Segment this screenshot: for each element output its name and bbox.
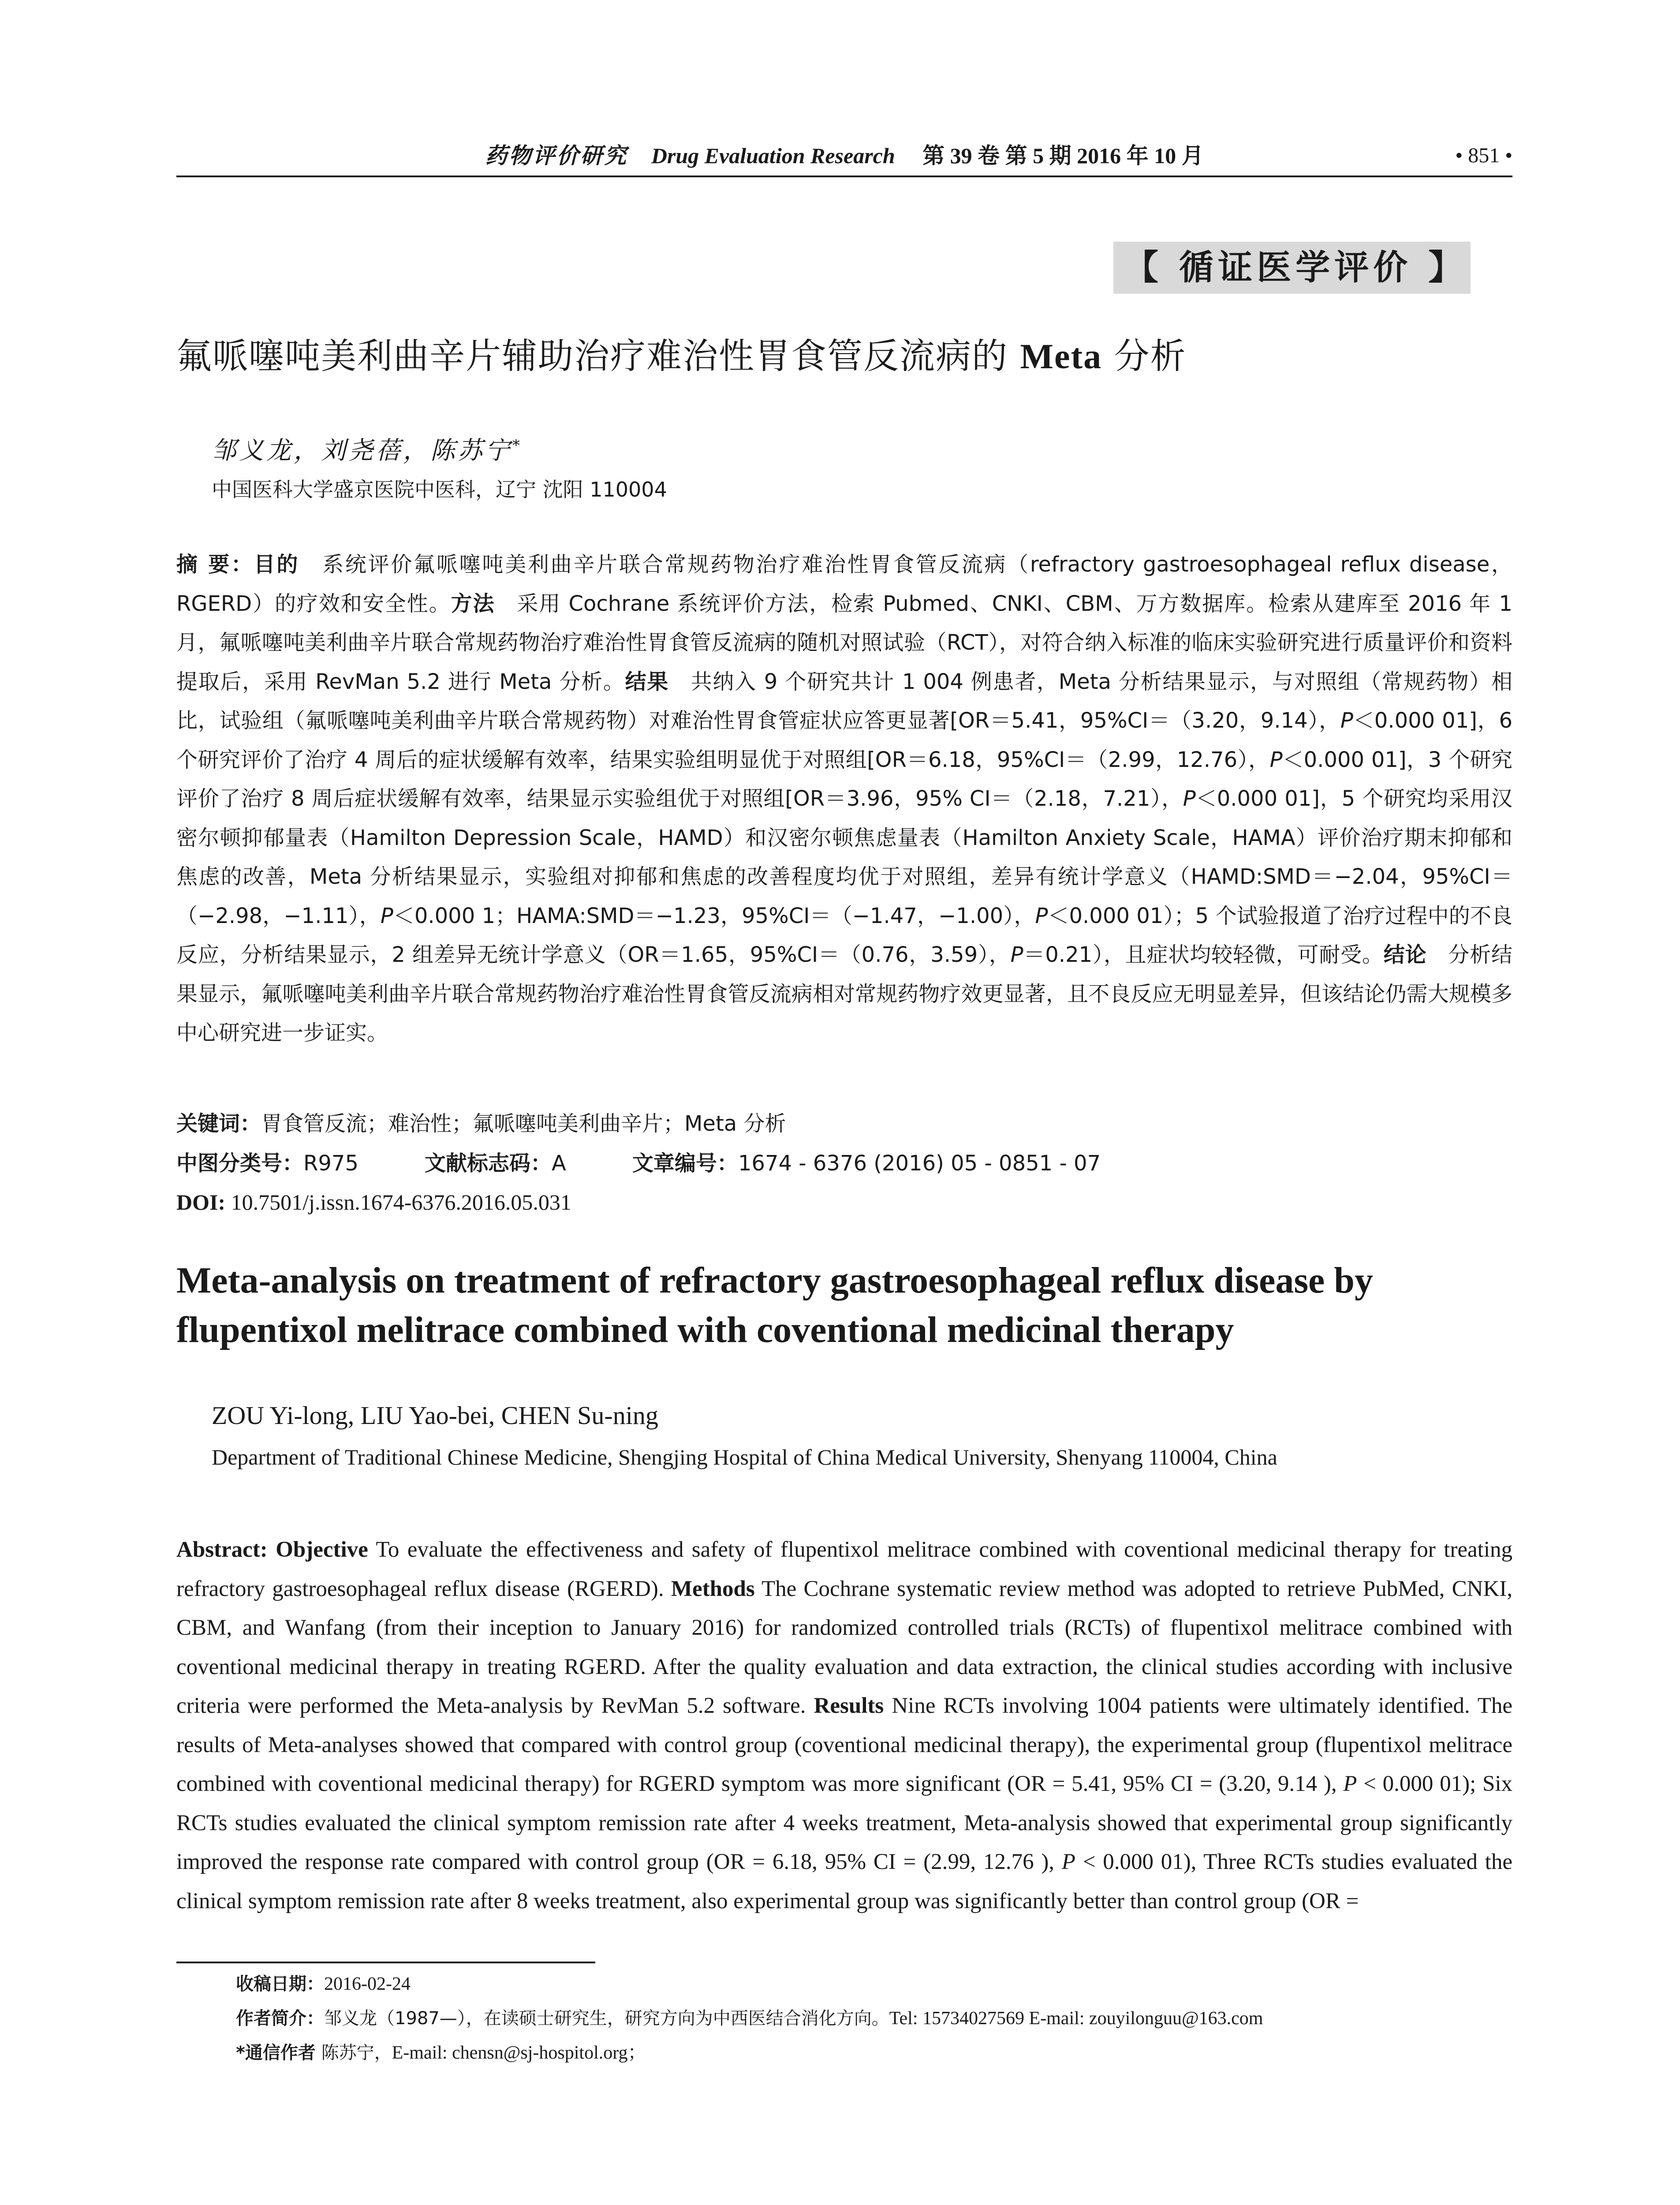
en-results-a: Nine RCTs involving 1004 patients were ultimately identified. The results of Meta-analyses showed that compared with control group (coventional medicinal therapy), the experimental group (flupentixol melitrace combined with coventional medicinal therapy) for RGERD symptom was more significant (OR = 5.41, 95% CI = (3.20, 9.14 ), [176,1693,1513,1796]
chinese-title-meta: Meta [1020,337,1102,376]
journal-name-en: Drug Evaluation Research [651,143,895,168]
cn-p-1: P [1340,708,1353,733]
chinese-abstract [176,545,1512,1053]
cn-results-c: ＜0.000 01]，3 个研究评价了治疗 8 周后症状缓解有效率，结果显示实验组优于对照组[OR＝3.96，95% CI＝（2.18，7.21）， [176,747,1512,811]
page-number: • 851 • [1455,144,1512,167]
cn-results-label: 结果 [625,669,669,694]
en-abstract-label: Abstract: [176,1537,268,1562]
corresponding-contact: E-mail: chensn@sj-hospitol.org； [392,2043,646,2063]
footnote-rule [176,1962,595,1963]
doi-label: DOI: [176,1190,226,1215]
cn-p-2: P [1269,747,1283,772]
cn-results-d: ＜0.000 01]，5 个研究均采用汉密尔顿抑郁量表（Hamilton Depression Scale，HAMD）和汉密尔顿焦虑量表（Hamilton Anxiety Scale，HAMA）评价治疗期末抑郁和焦虑的改善，Meta 分析结果显示，实验组对抑郁和焦虑的改善程度均优于对照组，差异有统计学意义（HAMD:SMD＝−2.04，95%CI＝（−2.98，−1.11）， [176,786,1512,928]
section-banner: 【 循证医学评价 】 [1113,242,1471,294]
cn-p-4: P [380,903,393,928]
clc-label: 中图分类号： [176,1151,304,1176]
article-number-label: 文章编号： [632,1151,738,1176]
en-methods-label: Methods [671,1576,755,1601]
corresponding-name: 陈苏宁， [315,2043,392,2063]
en-p-2: P [1061,1850,1075,1874]
cn-objective-text: 系统评价氟哌噻吨美利曲辛片联合常规药物治疗难治性胃食管反流病（refractory gastroesophageal reflux disease，RGERD）的疗效和安全性。 [176,552,1512,616]
english-authors: ZOU Yi-long, LIU Yao-bei, CHEN Su-ning [212,1401,658,1430]
footnote-corresponding [236,2036,1515,2070]
en-results-c: < 0.000 01), Three RCTs studies evaluated the clinical symptom remission rate after 8 weeks treatment, also experimental group was significantly better than control group (OR = [176,1850,1512,1913]
keywords-line [176,1106,1512,1141]
chinese-authors [212,428,520,469]
en-results-b: < 0.000 01); Six RCTs studies evaluated the clinical symptom remission rate after 4 weeks treatment, Meta-analysis showed that experimental group significantly improved the response rate compared with control group (OR = 6.18, 95% CI = (2.99, 12.76 ), [176,1771,1512,1874]
running-header-center [176,140,1512,171]
corresponding-label: *通信作者 [236,2043,316,2063]
article-number: 1674 - 6376 (2016) 05 - 0851 - 07 [738,1151,1101,1176]
doi-line [176,1185,1512,1220]
header-rule [176,176,1512,177]
cn-results-b: ＜0.000 01]，6 个研究评价了治疗 4 周后的症状缓解有效率，结果实验组明显优于对照组[OR＝6.18，95%CI＝（2.99，12.76）， [176,708,1512,772]
chinese-author-names: 邹义龙，刘尧蓓，陈苏宁 [212,436,512,465]
en-p-1: P [1343,1771,1357,1796]
issue-info: 第 39 卷 第 5 期 2016 年 10 月 [922,143,1204,168]
english-affiliation: Department of Traditional Chinese Medicine, Shengjing Hospital of China Medical University, Shenyang 110004, China [212,1445,1277,1469]
chinese-title [176,330,1512,383]
cn-objective-label: 目的 [254,552,300,577]
en-objective-label: Objective [276,1537,368,1562]
received-label: 收稿日期： [236,1974,324,1994]
cn-results-a: 共纳入 9 个研究共计 1 004 例患者，Meta 分析结果显示，与对照组（常规药物）相比，试验组（氟哌噻吨美利曲辛片联合常规药物）对难治性胃食管症状应答更显著[OR＝5.41，95%CI＝（3.20，9.14）， [176,669,1512,733]
corresponding-mark: * [512,437,520,454]
chinese-title-main: 氟哌噻吨美利曲辛片辅助治疗难治性胃食管反流病的 [176,336,1020,377]
bio-label: 作者简介： [236,2008,324,2029]
cn-results-e: ＜0.000 1；HAMA:SMD＝−1.23，95%CI＝（−1.47，−1.00）， [393,903,1035,928]
cn-conclusion-label: 结论 [1383,942,1427,967]
english-abstract [176,1530,1512,1921]
clc-number: R975 [303,1151,358,1176]
journal-name-cn: 药物评价研究 [485,142,628,168]
cn-p-3: P [1183,786,1196,811]
document-code: A [552,1151,566,1176]
cn-results-g: ＝0.21），且症状均较轻微，可耐受。 [1023,942,1384,967]
footnote-received [236,1967,1515,2001]
en-results-label: Results [814,1693,884,1718]
cn-results-f: ＜0.000 01）；5 个试验报道了治疗过程中的不良反应，分析结果显示，2 组差异无统计学意义（OR＝1.65，95%CI＝（0.76，3.59）， [176,903,1512,967]
keywords: 胃食管反流；难治性；氟哌噻吨美利曲辛片；Meta 分析 [261,1111,786,1136]
cn-p-5: P [1035,903,1048,928]
cn-p-6: P [1010,942,1023,967]
footnote-author-bio [236,2001,1515,2036]
cn-abstract-label: 摘 要： [176,552,254,577]
chinese-title-tail: 分析 [1102,336,1187,377]
cn-methods-label: 方法 [451,591,495,616]
document-code-label: 文献标志码： [424,1151,552,1176]
cn-conclusion-text: 分析结果显示，氟哌噻吨美利曲辛片联合常规药物治疗难治性胃食管反流病相对常规药物疗效更显著，且不良反应无明显差异，但该结论仍需大规模多中心研究进一步证实。 [176,942,1512,1045]
classification-line [176,1146,1512,1181]
received-date: 2016-02-24 [324,1974,411,1994]
english-title: Meta-analysis on treatment of refractory gastroesophageal reflux disease by flupentixol melitrace combined with coventional medicinal therapy [176,1260,1374,1350]
bio-text: 邹义龙（1987—），在读硕士研究生，研究方向为中西医结合消化方向。 [324,2008,889,2029]
en-methods-text: The Cochrane systematic review method was adopted to retrieve PubMed, CNKI, CBM, and Wanfang (from their inception to January 2016) for randomized controlled trials (RCTs) of flupentixol melitrace combined with coventional medicinal therapy in treating RGERD. After the quality evaluation and data extraction, the clinical studies according with inclusive criteria were performed the Meta-analysis by RevMan 5.2 software. [176,1576,1513,1718]
running-header [176,140,1512,171]
doi-value: 10.7501/j.issn.1674-6376.2016.05.031 [225,1190,571,1215]
en-objective-text: To evaluate the effectiveness and safety of flupentixol melitrace combined with coventional medicinal therapy for treating refractory gastroesophageal reflux disease (RGERD). [176,1537,1512,1601]
cn-methods-text: 采用 Cochrane 系统评价方法，检索 Pubmed、CNKI、CBM、万方数据库。检索从建库至 2016 年 1 月，氟哌噻吨美利曲辛片联合常规药物治疗难治性胃食管反流病的随机对照试验（RCT），对符合纳入标准的临床实验研究进行质量评价和资料提取后，采用 RevMan 5.2 进行 Meta 分析。 [176,591,1512,694]
bio-contact: Tel: 15734027569 E-mail: zouyilonguu@163.com [889,2008,1263,2029]
keywords-label: 关键词： [176,1111,261,1136]
chinese-affiliation: 中国医科大学盛京医院中医科，辽宁 沈阳 110004 [212,478,667,501]
